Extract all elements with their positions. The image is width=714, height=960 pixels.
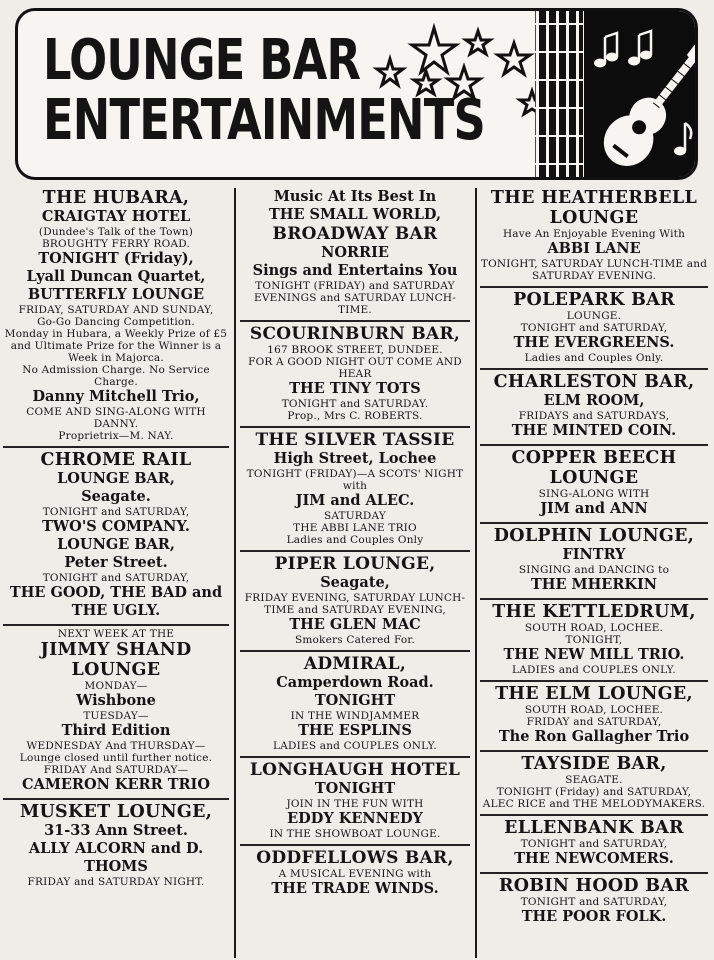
listing-venue: THE KETTLEDRUM,	[492, 602, 696, 622]
listing-line: FRIDAY, SATURDAY AND SUNDAY,	[18, 304, 214, 316]
listing-line: TUESDAY—	[83, 710, 149, 722]
listing-line: FRIDAY and SATURDAY NIGHT.	[27, 876, 205, 888]
listing-line: THE MHERKIN	[530, 576, 658, 593]
listing-line: Third Edition	[61, 722, 171, 739]
listing-venue: MUSKET LOUNGE,	[19, 802, 213, 822]
listing-line: THE TRADE WINDS.	[271, 880, 439, 897]
header-banner	[15, 8, 698, 180]
listing-line: Sings and Entertains You	[252, 262, 458, 279]
listing-line: NORRIE	[321, 244, 389, 261]
listing-line: CAMERON KERR TRIO	[22, 776, 210, 793]
listing-venue: CHROME RAIL	[40, 450, 192, 470]
listing-venue: ELLENBANK BAR	[504, 818, 684, 838]
listing-line: 31-33 Ann Street.	[44, 822, 188, 839]
listing-line: Lounge closed until further notice.	[19, 752, 213, 764]
listing-line: JIM and ALEC.	[295, 492, 415, 509]
listing	[240, 552, 470, 652]
listing-line: LADIES and COUPLES ONLY.	[273, 740, 437, 752]
listing-line: Smokers Catered For.	[294, 634, 416, 646]
listing-line: LOUNGE BAR,	[57, 536, 175, 553]
listing-line: FRIDAYS and SATURDAYS,	[518, 410, 670, 422]
listing-line: Ladies and Couples Only.	[524, 352, 664, 364]
listing-line: JIMMY SHAND LOUNGE	[40, 640, 192, 680]
listing-venue: LONGHAUGH HOTEL	[249, 760, 461, 780]
listing-venue: SCOURINBURN BAR,	[249, 324, 461, 344]
listing-line: BROADWAY BAR	[272, 224, 438, 244]
listing-line: The Ron Gallagher Trio	[498, 728, 690, 745]
listing-line: TONIGHT (Friday),	[38, 250, 194, 267]
listing-line: BROUGHTY FERRY ROAD.	[41, 238, 191, 250]
listing-venue: POLEPARK BAR	[513, 290, 675, 310]
listing	[3, 186, 229, 448]
listing-line: THE SMALL WORLD,	[268, 206, 442, 223]
listing-line: SING-ALONG WITH	[538, 488, 650, 500]
listing-line: FRIDAY and SATURDAY,	[526, 716, 662, 728]
column-rule-1	[234, 188, 236, 958]
listing-line: THE MINTED COIN.	[511, 422, 677, 439]
listing-line: CRAIGTAY HOTEL	[41, 208, 191, 225]
listing-line: TONIGHT (FRIDAY)—A SCOTS' NIGHT with	[246, 468, 464, 492]
listing	[240, 428, 470, 552]
listing-line: EDDY KENNEDY	[287, 810, 423, 827]
listing-line: FOR A GOOD NIGHT OUT COME AND HEAR	[248, 356, 462, 380]
listing-line: SOUTH ROAD, LOCHEE.	[524, 622, 664, 634]
column-1	[3, 186, 229, 892]
listing-line: TONIGHT and SATURDAY.	[281, 398, 429, 410]
listing	[480, 446, 708, 524]
listing-venue: ADMIRAL,	[303, 654, 407, 674]
listing-line: Wishbone	[76, 692, 156, 709]
listing-line: High Street, Lochee	[273, 450, 437, 467]
listing-line: FINTRY	[562, 546, 626, 563]
listing-line: ABBI LANE	[547, 240, 641, 257]
listing-venue: TAYSIDE BAR,	[521, 754, 667, 774]
listing-line: (Dundee's Talk of the Town)	[38, 226, 194, 238]
listing-line: THE ESPLINS	[298, 722, 412, 739]
listing-venue: THE HUBARA,	[42, 188, 190, 208]
listing-line: THE POOR FOLK.	[521, 908, 667, 925]
listing	[240, 846, 470, 902]
listing-line: LADIES and COUPLES ONLY.	[512, 664, 676, 676]
listing-line: FRIDAY And SATURDAY—	[43, 764, 189, 776]
listing	[240, 322, 470, 428]
listing	[3, 626, 229, 800]
listing-line: THE EVERGREENS.	[513, 334, 675, 351]
listing-line: Lyall Duncan Quartet,	[26, 268, 206, 285]
listing-line: TONIGHT and SATURDAY,	[520, 322, 668, 334]
listing	[240, 652, 470, 758]
listing-line: FRIDAY EVENING, SATURDAY LUNCH-TIME and SATURDAY EVENING,	[244, 592, 466, 616]
listing	[480, 186, 708, 288]
listing	[480, 600, 708, 682]
listing-line: TWO'S COMPANY.	[42, 518, 190, 535]
listing	[480, 874, 708, 930]
listing-line: TONIGHT and SATURDAY,	[520, 896, 668, 908]
listing-line: IN THE SHOWBOAT LOUNGE.	[269, 828, 441, 840]
listing-line: IN THE WINDJAMMER	[290, 710, 420, 722]
listing-line: TONIGHT	[314, 780, 396, 797]
listing	[480, 288, 708, 370]
listing	[480, 816, 708, 874]
listing-line: TONIGHT (FRIDAY) and SATURDAY EVENINGS and SATURDAY LUNCH-TIME.	[253, 280, 456, 316]
listing-line: 167 BROOK STREET, DUNDEE.	[267, 344, 443, 356]
listing-line: THE ABBI LANE TRIO	[293, 522, 417, 534]
listing	[480, 370, 708, 446]
listing-line: TONIGHT and SATURDAY,	[42, 572, 190, 584]
listing-line: TONIGHT, SATURDAY LUNCH-TIME and SATURDAY EVENING.	[480, 258, 708, 282]
listing-line: Have An Enjoyable Evening With	[502, 228, 686, 240]
listing-line: WEDNESDAY And THURSDAY—	[26, 740, 206, 752]
listing-line: THE NEWCOMERS.	[514, 850, 674, 867]
listing-line: TONIGHT and SATURDAY,	[42, 506, 190, 518]
listing-venue: Music At Its Best In	[273, 188, 437, 205]
listing-venue: THE SILVER TASSIE	[255, 430, 455, 450]
listing-line: ELM ROOM,	[543, 392, 645, 409]
listing	[480, 752, 708, 816]
listing-line: SOUTH ROAD, LOCHEE.	[524, 704, 664, 716]
guitar-icon	[584, 11, 698, 177]
listing-line: TONIGHT (Friday) and SATURDAY, ALEC RICE and THE MELODYMAKERS.	[482, 786, 706, 810]
listing-line: Peter Street.	[64, 554, 168, 571]
title-line-1: LOUNGE BAR	[43, 28, 361, 93]
listing-line: Danny Mitchell Trio,	[32, 388, 200, 405]
listing-line: TONIGHT and SATURDAY,	[520, 838, 668, 850]
listing-line: TONIGHT	[314, 692, 396, 709]
music-panel	[584, 11, 695, 177]
listing-line: LOUNGE.	[566, 310, 622, 322]
listing-venue: COPPER BEECH LOUNGE	[511, 448, 677, 488]
listing-venue: THE ELM LOUNGE,	[495, 684, 693, 704]
listing	[240, 186, 470, 322]
listing-venue: PIPER LOUNGE,	[274, 554, 436, 574]
listing-venue: DOLPHIN LOUNGE,	[493, 526, 695, 546]
listing-line: Seagate,	[320, 574, 390, 591]
listing-venue: CHARLESTON BAR,	[493, 372, 695, 392]
listing-line: TONIGHT,	[565, 634, 623, 646]
listing-line: COME AND SING-ALONG WITH DANNY.	[26, 406, 206, 430]
listing-line: Go-Go Dancing Competition.	[37, 316, 195, 328]
piano-keys-icon	[535, 11, 585, 177]
listing-line: THE TINY TOTS	[289, 380, 421, 397]
listing-line: JIM and ANN	[540, 500, 648, 517]
column-3	[480, 186, 708, 930]
listing-line: Camperdown Road.	[276, 674, 434, 691]
listing-line: No Admission Charge. No Service Charge.	[22, 364, 210, 388]
listing-venue: NEXT WEEK AT THE	[57, 628, 175, 640]
title-line-2: ENTERTAINMENTS	[43, 88, 485, 153]
stars-icon	[368, 23, 548, 123]
listing-line: LOUNGE BAR,	[57, 470, 175, 487]
listing-venue: THE HEATHERBELL LOUNGE	[490, 188, 698, 228]
listing	[3, 800, 229, 892]
column-rule-2	[475, 188, 477, 958]
listing-venue: ROBIN HOOD BAR	[498, 876, 690, 896]
listing-line: THE GLEN MAC	[289, 616, 421, 633]
listing-line: Proprietrix—M. NAY.	[58, 430, 174, 442]
listing	[3, 448, 229, 626]
listing	[480, 524, 708, 600]
listing-line: THE NEW MILL TRIO.	[503, 646, 685, 663]
listing-line: Monday in Hubara, a Weekly Prize of £5 and Ultimate Prize for the Winner is a Week in Majorca.	[4, 328, 228, 364]
listing-line: A MUSICAL EVENING with	[278, 868, 432, 880]
listing-venue: ODDFELLOWS BAR,	[256, 848, 454, 868]
listing	[240, 758, 470, 846]
listing-line: JOIN IN THE FUN WITH	[286, 798, 424, 810]
listing-line: BUTTERFLY LOUNGE	[27, 286, 205, 303]
listing-line: SEAGATE.	[565, 774, 623, 786]
listing-line: Ladies and Couples Only	[286, 534, 424, 546]
listing	[480, 682, 708, 752]
column-2	[240, 186, 470, 902]
listing-line: Prop., Mrs C. ROBERTS.	[287, 410, 423, 422]
listing-line: SINGING and DANCING to	[518, 564, 670, 576]
listing-line: MONDAY—	[84, 680, 148, 692]
listing-line: SATURDAY	[323, 510, 387, 522]
listing-line: ALLY ALCORN and D. THOMS	[28, 840, 204, 875]
listing-line: Seagate.	[81, 488, 151, 505]
listing-line: THE GOOD, THE BAD and THE UGLY.	[9, 584, 223, 619]
